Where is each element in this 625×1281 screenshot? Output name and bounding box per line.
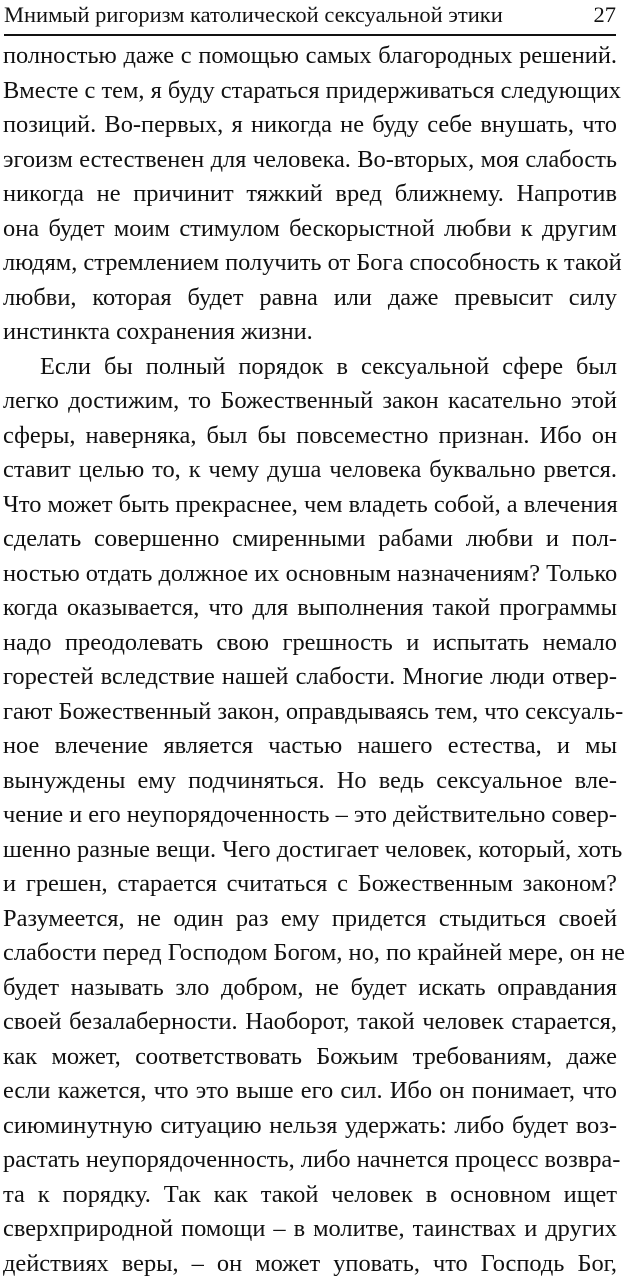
text-line: сверхприродной помощи – в молитве, таинствах и других: [3, 1212, 617, 1247]
text-line: вынуждены ему подчиняться. Но ведь сексуальное вле-: [3, 764, 617, 799]
paragraph: [3, 39, 617, 350]
page-number: 27: [594, 1, 617, 29]
text-line: эгоизм естественен для человека. Во-вторых, моя слабость: [3, 143, 617, 178]
text-line: легко достижим, то Божественный закон касательно этой: [3, 384, 617, 419]
text-line: сделать совершенно смиренными рабами любви и пол-: [3, 522, 617, 557]
text-line: инстинкта сохранения жизни.: [3, 315, 617, 350]
text-line: горестей вследствие нашей слабости. Многие люди отвер-: [3, 660, 617, 695]
text-line: шенно разные вещи. Чего достигает человек, который, хоть: [3, 833, 617, 868]
paragraph: [3, 350, 617, 1281]
text-line: людям, стремлением получить от Бога способность к такой: [3, 246, 617, 281]
text-line: действиях веры, – он может уповать, что Господь Бог,: [3, 1247, 617, 1281]
text-line: позиций. Во-первых, я никогда не буду себе внушать, что: [3, 108, 617, 143]
running-head-title: Мнимый ригоризм католической сексуальной этики: [4, 1, 503, 29]
text-line: та к порядку. Так как такой человек в основном ищет: [3, 1178, 617, 1213]
text-line: и грешен, старается считаться с Божественным законом?: [3, 867, 617, 902]
text-line: если кажется, что это выше его сил. Ибо он понимает, что: [3, 1074, 617, 1109]
text-line: чение и его неупорядоченность – это действительно совер-: [3, 798, 617, 833]
page-body-text: [3, 39, 617, 1078]
text-line: как может, соответствовать Божьим требованиям, даже: [3, 1040, 617, 1075]
text-line: растать неупорядоченность, либо начнется процесс возвра-: [3, 1143, 617, 1178]
text-line: любви, которая будет равна или даже превысит силу: [3, 281, 617, 316]
text-line: будет называть зло добром, не будет искать оправдания: [3, 971, 617, 1006]
text-line: сферы, наверняка, был бы повсеместно признан. Ибо он: [3, 419, 617, 454]
text-line: ставит целью то, к чему душа человека буквально рвется.: [3, 453, 617, 488]
text-line: надо преодолевать свою грешность и испытать немало: [3, 626, 617, 661]
text-line: своей безалаберности. Наоборот, такой человек старается,: [3, 1005, 617, 1040]
text-line: Если бы полный порядок в сексуальной сфере был: [3, 350, 617, 385]
text-line: ное влечение является частью нашего естества, и мы: [3, 729, 617, 764]
text-line: Разумеется, не один раз ему придется стыдиться своей: [3, 902, 617, 937]
running-head: [4, 0, 616, 36]
text-line: когда оказывается, что для выполнения такой программы: [3, 591, 617, 626]
text-line: ностью отдать должное их основным назначениям? Только: [3, 557, 617, 592]
text-line: Что может быть прекраснее, чем владеть собой, а влечения: [3, 488, 617, 523]
text-line: сиюминутную ситуацию нельзя удержать: либо будет воз-: [3, 1109, 617, 1144]
text-line: Вместе с тем, я буду стараться придерживаться следующих: [3, 74, 617, 109]
text-line: она будет моим стимулом бескорыстной любви к другим: [3, 212, 617, 247]
text-line: гают Божественный закон, оправдываясь тем, что сексуаль-: [3, 695, 617, 730]
text-line: слабости перед Господом Богом, но, по крайней мере, он не: [3, 936, 617, 971]
text-line: полностью даже с помощью самых благородных решений.: [3, 39, 617, 74]
text-line: никогда не причинит тяжкий вред ближнему. Напротив: [3, 177, 617, 212]
